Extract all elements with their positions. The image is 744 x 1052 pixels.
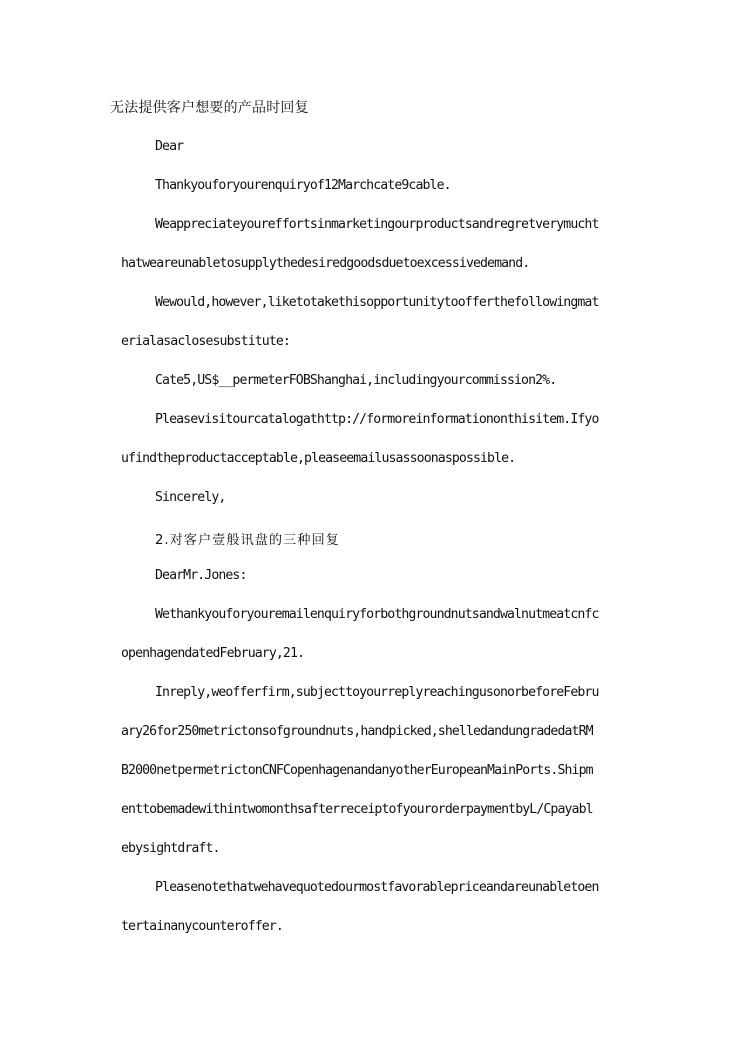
letter2-paragraph-2-line-5: ebysightdraft. bbox=[121, 841, 220, 856]
letter2-salutation: DearMr.Jones: bbox=[155, 568, 247, 583]
letter2-paragraph-2-line-4: enttobemadewithintwomonthsafterreceiptofyourorderpaymentbyL/Cpayabl bbox=[121, 802, 593, 817]
letter1-paragraph-2-line-1: Weappreciateyoureffortsinmarketingourproductsandregretverymucht bbox=[155, 217, 599, 232]
letter2-paragraph-1-line-1: Wethankyouforyouremailenquiryforbothgroundnutsandwalnutmeatcnfc bbox=[155, 607, 599, 622]
document-title: 无法提供客户想要的产品时回复 bbox=[110, 100, 309, 116]
letter2-paragraph-3-line-2: tertainanycounteroffer. bbox=[121, 919, 283, 934]
letter1-paragraph-1: Thankyouforyourenquiryof12Marchcate9cable. bbox=[155, 178, 451, 193]
letter1-paragraph-5-line-2: ufindtheproductacceptable,pleaseemailusassoonaspossible. bbox=[121, 451, 516, 466]
letter1-closing: Sincerely, bbox=[155, 490, 226, 505]
letter1-salutation: Dear bbox=[155, 139, 184, 154]
letter2-paragraph-2-line-1: Inreply,weofferfirm,subjecttoyourreplyreachingusonorbeforeFebru bbox=[155, 685, 599, 700]
letter2-paragraph-2-line-3: B2000netpermetrictonCNFCopenhagenandanyotherEuropeanMainPorts.Shipm bbox=[121, 763, 593, 778]
letter1-paragraph-3-line-1: Wewould,however,liketotakethisopportunitytoofferthefollowingmat bbox=[155, 295, 599, 310]
letter2-paragraph-2-line-2: ary26for250metrictonsofgroundnuts,handpicked,shelledandungradedatRM bbox=[121, 724, 593, 739]
section-2-heading: 2.对客户壹般讯盘的三种回复 bbox=[155, 533, 340, 548]
letter1-paragraph-2-line-2: hatweareunabletosupplythedesiredgoodsduetoexcessivedemand. bbox=[121, 256, 530, 271]
letter2-paragraph-3-line-1: Pleasenotethatwehavequotedourmostfavorablepriceandareunabletoen bbox=[155, 880, 599, 895]
letter1-paragraph-4: Cate5,US$__permeterFOBShanghai,includingyourcommission2%. bbox=[155, 373, 557, 388]
letter2-paragraph-1-line-2: openhagendatedFebruary,21. bbox=[121, 646, 305, 661]
letter1-paragraph-3-line-2: erialasaclosesubstitute: bbox=[121, 334, 290, 349]
letter1-paragraph-5-line-1: Pleasevisitourcatalogathttp://formoreinformationonthisitem.Ifyo bbox=[155, 412, 599, 427]
